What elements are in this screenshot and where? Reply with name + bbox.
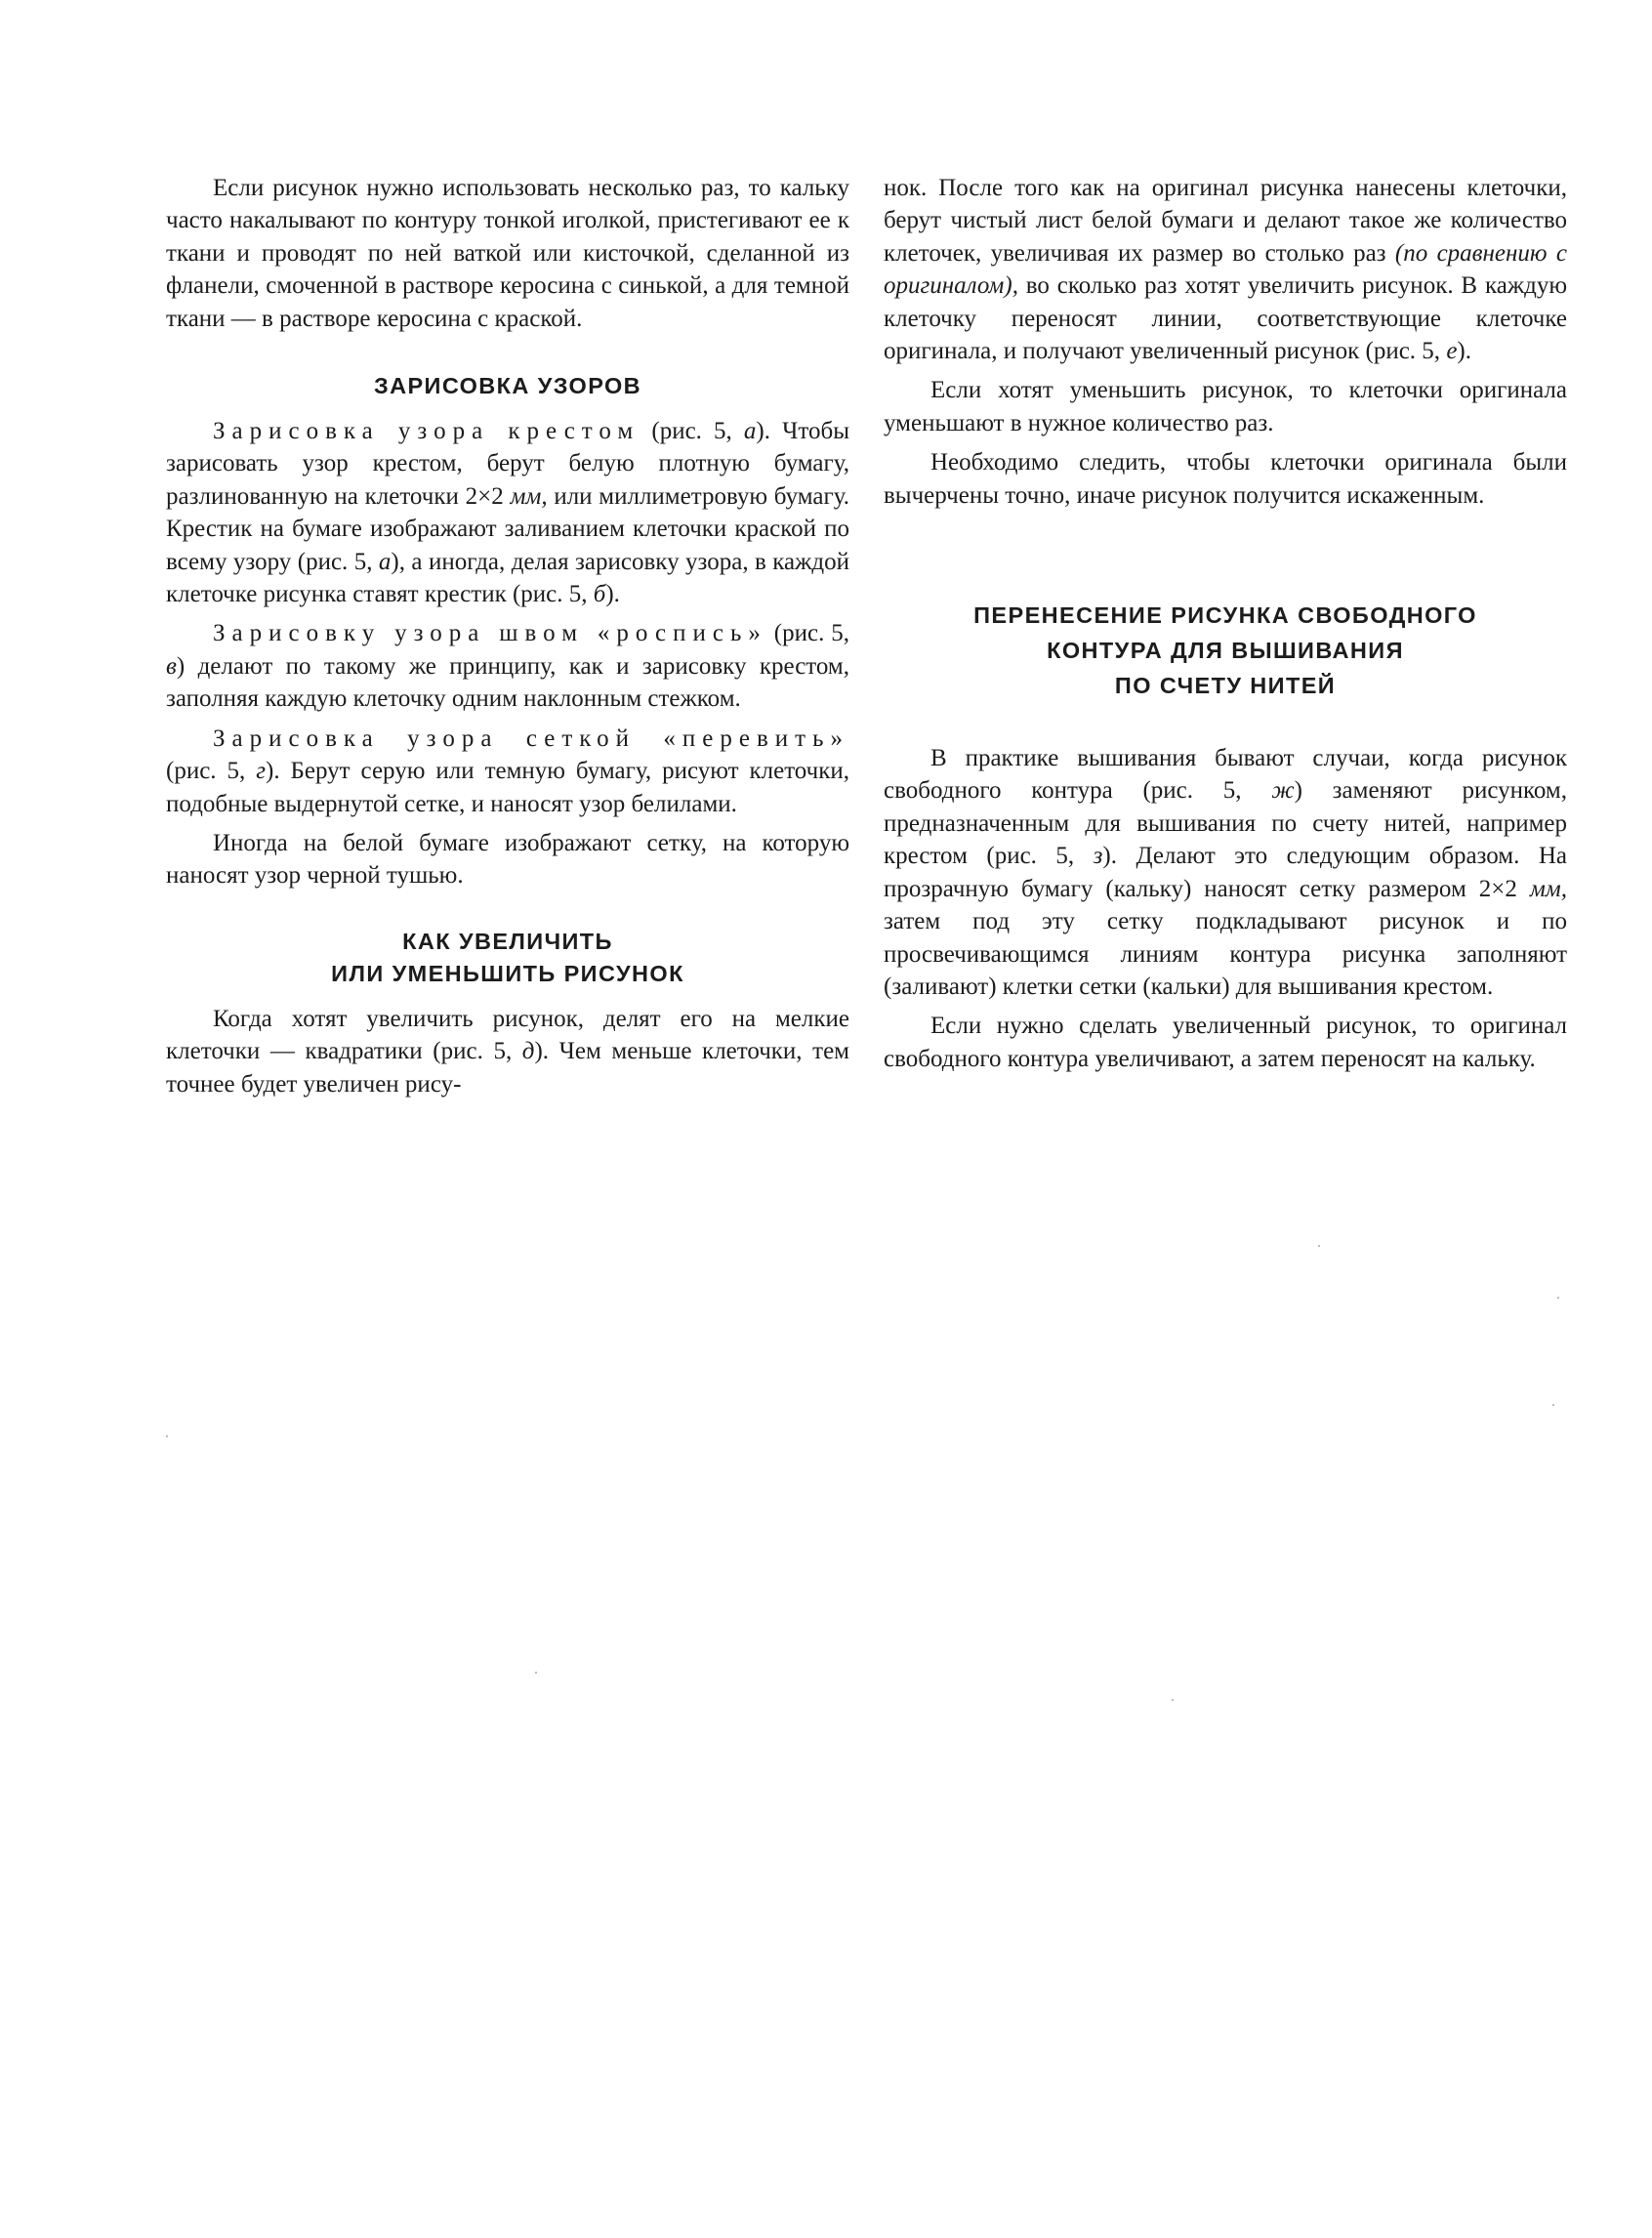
paragraph-enlarged-copy: Если нужно сделать увеличенный рисунок, то оригинал свободного контура увеличивают, а затем переносят на кальку.: [884, 1013, 1567, 1072]
paragraph-perevit-grid: Зарисовка узора сеткой «перевить» (рис. 5, г). Берут серую или темную бумагу, рисуют клеточки, подобные выдернутой сетке, и наносят узор белилами.: [166, 725, 849, 817]
scan-speck: [166, 1435, 168, 1437]
paragraph-counted-thread: В практике вышивания бывают случаи, когда рисунок свободного контура (рис. 5, ж) заменяют рисунком, предназначенным для вышивания по счету нитей, например крестом (рис. 5, з). Делают это следующим образом. На прозрачную бумагу (кальку) наносят сетку размером 2×2 мм, затем под эту сетку подкладывают рисунок и по просвечивающимся линиям контура рисунка заполняют (заливают) клетки сетки (кальки) для вышивания крестом.: [884, 745, 1567, 1000]
heading-enlarge-reduce: КАК УВЕЛИЧИТЬ ИЛИ УМЕНЬШИТЬ РИСУНОК: [331, 928, 684, 986]
paragraph-reduce: Если хотят уменьшить рисунок, то клеточки оригинала уменьшают в нужное количество раз.: [884, 377, 1567, 436]
paragraph-enlarge-continued: нок. После того как на оригинал рисунка нанесены клеточки, берут чистый лист белой бумаги и делают такое же количество клеточек, увеличивая их размер во столько раз (по сравнению с оригиналом), во сколько раз хотят увеличить рисунок. В каждую клеточку переносят линии, соответствующие клеточке оригинала, и получают увеличенный рисунок (рис. 5, е).: [884, 175, 1567, 365]
paragraph-tracing-kerosene: Если рисунок нужно использовать несколько раз, то кальку часто накалывают по контуру тонкой иголкой, пристегивают ее к ткани и проводят по ней ваткой или кисточкой, сделанной из фланели, смоченной в растворе керосина с синькой, а для темной ткани — в растворе керосина с краской.: [166, 175, 849, 332]
right-column: [884, 172, 1567, 1075]
lead-rospis-stitch: Зарисовку узора швом «роспись»: [213, 620, 767, 647]
paragraph-black-ink: Иногда на белой бумаге изображают сетку, на которую наносят узор черной тушью.: [166, 829, 849, 890]
lead-perevit-grid: Зарисовка узора сеткой «перевить»: [213, 725, 849, 752]
paragraph-rospis-stitch: Зарисовку узора швом «роспись» (рис. 5, в) делают по такому же принципу, как и зарисовку крестом, заполняя каждую клеточку одним наклонным стежком.: [166, 620, 849, 713]
paragraph-cross-pattern: Зарисовка узора крестом (рис. 5, а). Чтобы зарисовать узор крестом, берут белую плотную бумагу, разлинованную на клеточки 2×2 мм, или миллиметровую бумагу. Крестик на бумаге изображают заливанием клеточки краской по всему узору (рис. 5, а), а иногда, делая зарисовку узора, в каждой клеточке рисунка ставят крестик (рис. 5, б).: [166, 418, 849, 608]
scan-speck: [1318, 1245, 1320, 1247]
scan-speck: [1172, 1699, 1174, 1701]
paragraph-accuracy: Необходимо следить, чтобы клеточки оригинала были вычерчены точно, иначе рисунок получится искаженным.: [884, 449, 1567, 509]
left-column: [166, 172, 849, 1100]
heading-free-contour-transfer: ПЕРЕНЕСЕНИЕ РИСУНКА СВОБОДНОГО КОНТУРА ДЛЯ ВЫШИВАНИЯ ПО СЧЕТУ НИТЕЙ: [973, 602, 1477, 699]
scan-speck: [1552, 1404, 1554, 1406]
scan-speck: [1557, 1297, 1559, 1299]
lead-cross-pattern: Зарисовка узора крестом: [213, 418, 640, 445]
heading-pattern-drawing: ЗАРИСОВКА УЗОРОВ: [373, 373, 642, 399]
paragraph-enlarge-cells: Когда хотят увеличить рисунок, делят его на мелкие клеточки — квадратики (рис. 5, д). Чем меньше клеточки, тем точнее будет увеличен рису-: [166, 1005, 850, 1098]
scan-speck: [535, 1672, 537, 1674]
